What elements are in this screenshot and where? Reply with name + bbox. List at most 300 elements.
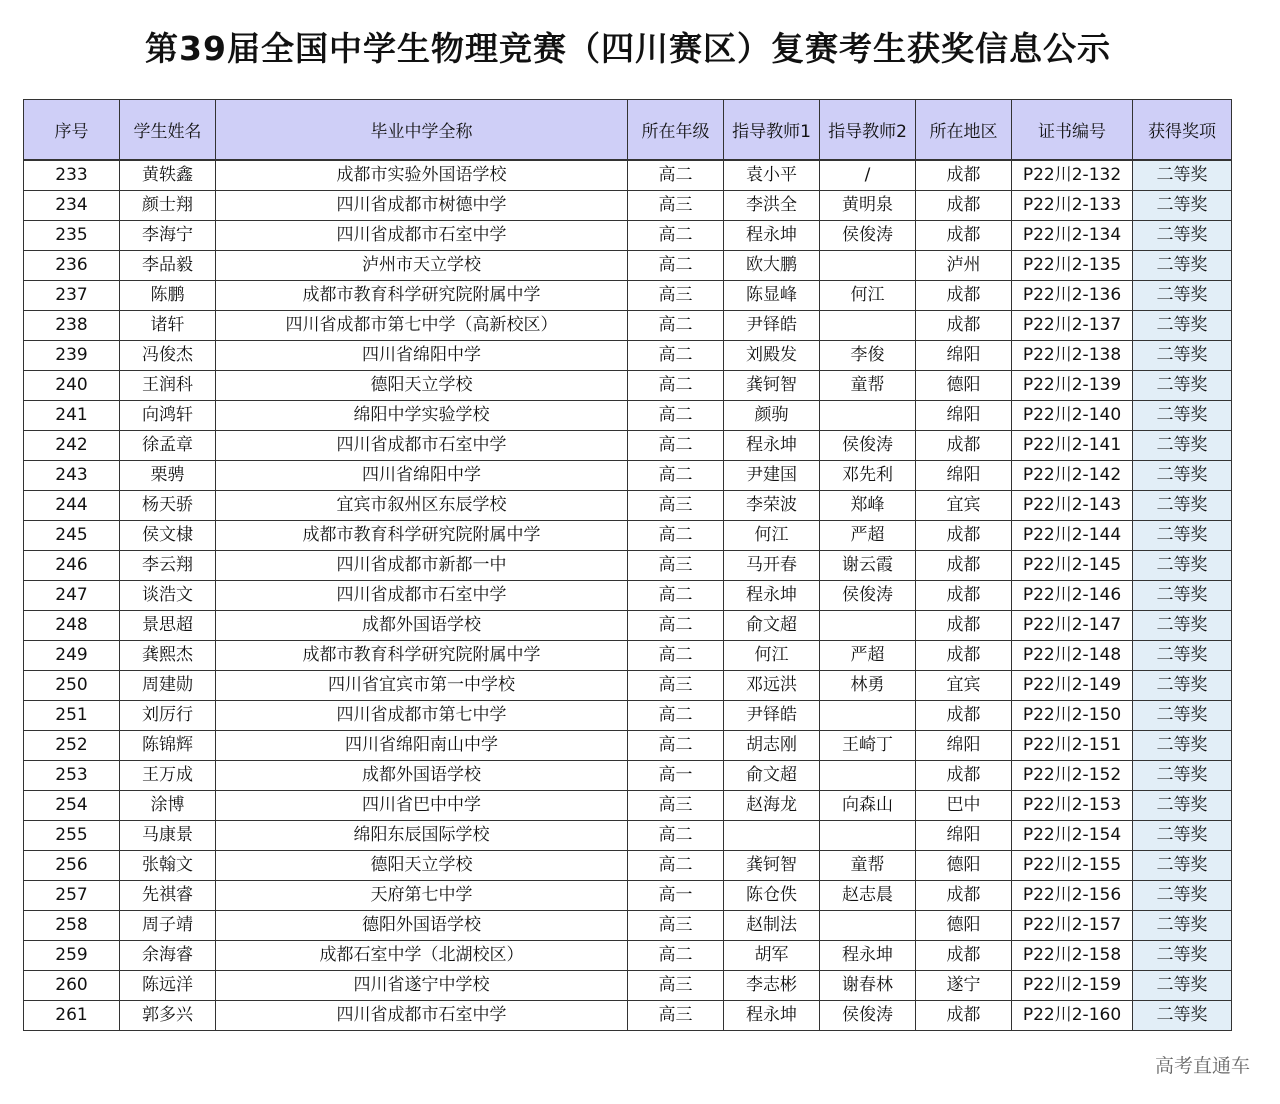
cell-student-name: 王万成 — [120, 761, 216, 791]
cell-grade: 高三 — [628, 791, 724, 821]
cell-index: 256 — [24, 851, 120, 881]
cell-index: 233 — [24, 160, 120, 191]
cell-teacher1: 俞文超 — [724, 611, 820, 641]
cell-region: 成都 — [916, 160, 1012, 191]
cell-teacher2 — [820, 611, 916, 641]
cell-student-name: 张翰文 — [120, 851, 216, 881]
cell-grade: 高二 — [628, 221, 724, 251]
cell-teacher2: 童帮 — [820, 851, 916, 881]
cell-school: 绵阳东辰国际学校 — [216, 821, 628, 851]
table-row — [24, 191, 1232, 221]
cell-region: 巴中 — [916, 791, 1012, 821]
cell-school: 四川省成都市第七中学 — [216, 701, 628, 731]
cell-school: 德阳天立学校 — [216, 371, 628, 401]
cell-award: 二等奖 — [1133, 881, 1232, 911]
cell-grade: 高二 — [628, 371, 724, 401]
cell-index: 255 — [24, 821, 120, 851]
cell-grade: 高二 — [628, 341, 724, 371]
award-table — [23, 99, 1232, 1031]
cell-region: 宜宾 — [916, 491, 1012, 521]
table-row — [24, 160, 1232, 191]
cell-award: 二等奖 — [1133, 461, 1232, 491]
cell-award: 二等奖 — [1133, 791, 1232, 821]
cell-teacher2: 童帮 — [820, 371, 916, 401]
table-row — [24, 911, 1232, 941]
table-row — [24, 251, 1232, 281]
cell-index: 236 — [24, 251, 120, 281]
table-row — [24, 731, 1232, 761]
cell-grade: 高一 — [628, 881, 724, 911]
cell-teacher2: 向森山 — [820, 791, 916, 821]
cell-index: 241 — [24, 401, 120, 431]
table-row — [24, 341, 1232, 371]
cell-teacher1: 袁小平 — [724, 160, 820, 191]
cell-grade: 高二 — [628, 581, 724, 611]
cell-teacher2 — [820, 701, 916, 731]
col-header-certificate: 证书编号 — [1012, 100, 1133, 161]
cell-certificate: P22川2-139 — [1012, 371, 1133, 401]
cell-teacher2 — [820, 401, 916, 431]
table-row — [24, 881, 1232, 911]
cell-certificate: P22川2-151 — [1012, 731, 1133, 761]
cell-index: 253 — [24, 761, 120, 791]
cell-school: 四川省遂宁中学校 — [216, 971, 628, 1001]
cell-region: 绵阳 — [916, 821, 1012, 851]
cell-school: 四川省成都市石室中学 — [216, 221, 628, 251]
col-header-region: 所在地区 — [916, 100, 1012, 161]
cell-teacher1: 程永坤 — [724, 1001, 820, 1031]
cell-certificate: P22川2-152 — [1012, 761, 1133, 791]
cell-certificate: P22川2-159 — [1012, 971, 1133, 1001]
cell-school: 四川省绵阳南山中学 — [216, 731, 628, 761]
table-row — [24, 581, 1232, 611]
cell-teacher2: 林勇 — [820, 671, 916, 701]
cell-teacher1: 胡志刚 — [724, 731, 820, 761]
cell-teacher1: 尹铎皓 — [724, 311, 820, 341]
cell-student-name: 徐孟章 — [120, 431, 216, 461]
cell-teacher1: 程永坤 — [724, 581, 820, 611]
cell-teacher1: 赵制法 — [724, 911, 820, 941]
cell-student-name: 谈浩文 — [120, 581, 216, 611]
cell-award: 二等奖 — [1133, 611, 1232, 641]
table-row — [24, 221, 1232, 251]
cell-index: 249 — [24, 641, 120, 671]
cell-award: 二等奖 — [1133, 521, 1232, 551]
cell-teacher1: 程永坤 — [724, 221, 820, 251]
table-row — [24, 431, 1232, 461]
col-header-index: 序号 — [24, 100, 120, 161]
table-row — [24, 281, 1232, 311]
col-header-school: 毕业中学全称 — [216, 100, 628, 161]
cell-grade: 高二 — [628, 611, 724, 641]
cell-grade: 高二 — [628, 160, 724, 191]
cell-index: 248 — [24, 611, 120, 641]
cell-teacher2: 严超 — [820, 641, 916, 671]
cell-grade: 高二 — [628, 851, 724, 881]
cell-certificate: P22川2-156 — [1012, 881, 1133, 911]
cell-certificate: P22川2-154 — [1012, 821, 1133, 851]
cell-teacher2: 侯俊涛 — [820, 221, 916, 251]
cell-student-name: 杨天骄 — [120, 491, 216, 521]
cell-student-name: 刘厉行 — [120, 701, 216, 731]
cell-certificate: P22川2-157 — [1012, 911, 1133, 941]
cell-region: 成都 — [916, 611, 1012, 641]
header-row — [24, 100, 1232, 161]
cell-index: 257 — [24, 881, 120, 911]
table-row — [24, 491, 1232, 521]
cell-teacher1: 邓远洪 — [724, 671, 820, 701]
cell-teacher1: 龚钶智 — [724, 371, 820, 401]
col-header-award: 获得奖项 — [1133, 100, 1232, 161]
cell-school: 成都市教育科学研究院附属中学 — [216, 641, 628, 671]
cell-region: 绵阳 — [916, 461, 1012, 491]
cell-certificate: P22川2-143 — [1012, 491, 1133, 521]
cell-certificate: P22川2-145 — [1012, 551, 1133, 581]
table-row — [24, 551, 1232, 581]
cell-certificate: P22川2-160 — [1012, 1001, 1133, 1031]
cell-certificate: P22川2-141 — [1012, 431, 1133, 461]
cell-region: 德阳 — [916, 851, 1012, 881]
cell-teacher2: / — [820, 160, 916, 191]
cell-award: 二等奖 — [1133, 581, 1232, 611]
cell-certificate: P22川2-153 — [1012, 791, 1133, 821]
cell-certificate: P22川2-150 — [1012, 701, 1133, 731]
cell-teacher1: 颜驹 — [724, 401, 820, 431]
cell-award: 二等奖 — [1133, 821, 1232, 851]
cell-teacher1: 陈仓佚 — [724, 881, 820, 911]
cell-award: 二等奖 — [1133, 221, 1232, 251]
cell-school: 宜宾市叙州区东辰学校 — [216, 491, 628, 521]
cell-award: 二等奖 — [1133, 851, 1232, 881]
cell-teacher1: 何江 — [724, 641, 820, 671]
cell-index: 258 — [24, 911, 120, 941]
cell-teacher1: 陈显峰 — [724, 281, 820, 311]
cell-teacher1: 赵海龙 — [724, 791, 820, 821]
cell-teacher2: 侯俊涛 — [820, 431, 916, 461]
cell-grade: 高三 — [628, 551, 724, 581]
cell-index: 235 — [24, 221, 120, 251]
cell-student-name: 陈锦辉 — [120, 731, 216, 761]
cell-school: 四川省成都市石室中学 — [216, 431, 628, 461]
cell-student-name: 颜士翔 — [120, 191, 216, 221]
table-row — [24, 971, 1232, 1001]
cell-region: 成都 — [916, 431, 1012, 461]
table-row — [24, 401, 1232, 431]
cell-certificate: P22川2-158 — [1012, 941, 1133, 971]
cell-teacher2 — [820, 761, 916, 791]
cell-student-name: 李海宁 — [120, 221, 216, 251]
cell-region: 宜宾 — [916, 671, 1012, 701]
cell-index: 237 — [24, 281, 120, 311]
cell-index: 234 — [24, 191, 120, 221]
cell-teacher2: 李俊 — [820, 341, 916, 371]
cell-award: 二等奖 — [1133, 551, 1232, 581]
cell-student-name: 周建勋 — [120, 671, 216, 701]
cell-index: 259 — [24, 941, 120, 971]
cell-index: 252 — [24, 731, 120, 761]
cell-grade: 高二 — [628, 731, 724, 761]
cell-certificate: P22川2-133 — [1012, 191, 1133, 221]
cell-teacher2: 邓先利 — [820, 461, 916, 491]
cell-certificate: P22川2-146 — [1012, 581, 1133, 611]
cell-award: 二等奖 — [1133, 671, 1232, 701]
cell-school: 四川省成都市第七中学（高新校区） — [216, 311, 628, 341]
cell-school: 泸州市天立学校 — [216, 251, 628, 281]
cell-certificate: P22川2-144 — [1012, 521, 1133, 551]
cell-region: 成都 — [916, 701, 1012, 731]
cell-grade: 高二 — [628, 461, 724, 491]
cell-award: 二等奖 — [1133, 761, 1232, 791]
cell-index: 240 — [24, 371, 120, 401]
cell-index: 261 — [24, 1001, 120, 1031]
cell-teacher2 — [820, 311, 916, 341]
cell-teacher2: 郑峰 — [820, 491, 916, 521]
cell-certificate: P22川2-148 — [1012, 641, 1133, 671]
cell-award: 二等奖 — [1133, 251, 1232, 281]
cell-student-name: 黄轶鑫 — [120, 160, 216, 191]
cell-teacher1: 马开春 — [724, 551, 820, 581]
cell-grade: 高一 — [628, 761, 724, 791]
cell-student-name: 李品毅 — [120, 251, 216, 281]
cell-grade: 高二 — [628, 941, 724, 971]
cell-certificate: P22川2-136 — [1012, 281, 1133, 311]
cell-certificate: P22川2-149 — [1012, 671, 1133, 701]
cell-grade: 高三 — [628, 911, 724, 941]
cell-student-name: 向鸿轩 — [120, 401, 216, 431]
cell-teacher1: 李志彬 — [724, 971, 820, 1001]
cell-award: 二等奖 — [1133, 941, 1232, 971]
col-header-grade: 所在年级 — [628, 100, 724, 161]
cell-teacher1: 刘殿发 — [724, 341, 820, 371]
cell-index: 245 — [24, 521, 120, 551]
cell-region: 成都 — [916, 281, 1012, 311]
cell-teacher1 — [724, 821, 820, 851]
cell-student-name: 陈鹏 — [120, 281, 216, 311]
cell-grade: 高三 — [628, 1001, 724, 1031]
cell-grade: 高二 — [628, 521, 724, 551]
cell-index: 246 — [24, 551, 120, 581]
table-row — [24, 521, 1232, 551]
cell-region: 成都 — [916, 191, 1012, 221]
cell-teacher1: 李洪全 — [724, 191, 820, 221]
cell-region: 成都 — [916, 941, 1012, 971]
cell-region: 成都 — [916, 641, 1012, 671]
cell-school: 四川省成都市树德中学 — [216, 191, 628, 221]
cell-school: 成都外国语学校 — [216, 761, 628, 791]
cell-teacher1: 胡军 — [724, 941, 820, 971]
cell-grade: 高二 — [628, 641, 724, 671]
cell-student-name: 余海睿 — [120, 941, 216, 971]
cell-teacher2: 谢春林 — [820, 971, 916, 1001]
cell-certificate: P22川2-155 — [1012, 851, 1133, 881]
cell-school: 德阳天立学校 — [216, 851, 628, 881]
cell-grade: 高二 — [628, 821, 724, 851]
cell-teacher2: 王崎丁 — [820, 731, 916, 761]
cell-teacher1: 龚钶智 — [724, 851, 820, 881]
cell-teacher2: 严超 — [820, 521, 916, 551]
cell-certificate: P22川2-134 — [1012, 221, 1133, 251]
cell-region: 成都 — [916, 1001, 1012, 1031]
table-row — [24, 851, 1232, 881]
cell-region: 德阳 — [916, 911, 1012, 941]
cell-teacher1: 俞文超 — [724, 761, 820, 791]
cell-grade: 高二 — [628, 401, 724, 431]
cell-region: 成都 — [916, 881, 1012, 911]
cell-grade: 高三 — [628, 491, 724, 521]
cell-school: 成都石室中学（北湖校区） — [216, 941, 628, 971]
cell-student-name: 栗骋 — [120, 461, 216, 491]
cell-student-name: 冯俊杰 — [120, 341, 216, 371]
cell-award: 二等奖 — [1133, 311, 1232, 341]
cell-award: 二等奖 — [1133, 281, 1232, 311]
cell-teacher2 — [820, 251, 916, 281]
table-row — [24, 371, 1232, 401]
cell-certificate: P22川2-135 — [1012, 251, 1133, 281]
cell-school: 成都市教育科学研究院附属中学 — [216, 281, 628, 311]
cell-index: 239 — [24, 341, 120, 371]
cell-student-name: 侯文棣 — [120, 521, 216, 551]
cell-grade: 高二 — [628, 431, 724, 461]
cell-student-name: 周子靖 — [120, 911, 216, 941]
cell-award: 二等奖 — [1133, 431, 1232, 461]
cell-teacher2 — [820, 821, 916, 851]
cell-award: 二等奖 — [1133, 701, 1232, 731]
cell-school: 四川省宜宾市第一中学校 — [216, 671, 628, 701]
cell-award: 二等奖 — [1133, 641, 1232, 671]
cell-school: 绵阳中学实验学校 — [216, 401, 628, 431]
cell-grade: 高三 — [628, 281, 724, 311]
cell-certificate: P22川2-147 — [1012, 611, 1133, 641]
table-row — [24, 701, 1232, 731]
cell-certificate: P22川2-140 — [1012, 401, 1133, 431]
cell-teacher2: 侯俊涛 — [820, 581, 916, 611]
table-row — [24, 1001, 1232, 1031]
cell-grade: 高三 — [628, 971, 724, 1001]
cell-grade: 高三 — [628, 191, 724, 221]
table-row — [24, 671, 1232, 701]
cell-region: 成都 — [916, 761, 1012, 791]
cell-region: 成都 — [916, 521, 1012, 551]
cell-region: 绵阳 — [916, 341, 1012, 371]
cell-school: 四川省成都市石室中学 — [216, 1001, 628, 1031]
table-row — [24, 941, 1232, 971]
cell-school: 四川省成都市新都一中 — [216, 551, 628, 581]
cell-region: 成都 — [916, 221, 1012, 251]
cell-award: 二等奖 — [1133, 491, 1232, 521]
cell-index: 244 — [24, 491, 120, 521]
table-row — [24, 461, 1232, 491]
cell-student-name: 王润科 — [120, 371, 216, 401]
cell-school: 德阳外国语学校 — [216, 911, 628, 941]
cell-award: 二等奖 — [1133, 341, 1232, 371]
cell-teacher1: 李荣波 — [724, 491, 820, 521]
cell-teacher2: 赵志晨 — [820, 881, 916, 911]
cell-school: 四川省绵阳中学 — [216, 341, 628, 371]
cell-teacher2: 何江 — [820, 281, 916, 311]
cell-grade: 高三 — [628, 671, 724, 701]
cell-student-name: 李云翔 — [120, 551, 216, 581]
cell-region: 泸州 — [916, 251, 1012, 281]
cell-student-name: 诸轩 — [120, 311, 216, 341]
cell-student-name: 先祺睿 — [120, 881, 216, 911]
cell-student-name: 郭多兴 — [120, 1001, 216, 1031]
cell-index: 260 — [24, 971, 120, 1001]
cell-teacher2 — [820, 911, 916, 941]
cell-award: 二等奖 — [1133, 401, 1232, 431]
cell-region: 成都 — [916, 311, 1012, 341]
cell-teacher1: 何江 — [724, 521, 820, 551]
cell-teacher2: 程永坤 — [820, 941, 916, 971]
table-row — [24, 641, 1232, 671]
cell-teacher2: 谢云霞 — [820, 551, 916, 581]
cell-region: 德阳 — [916, 371, 1012, 401]
cell-index: 247 — [24, 581, 120, 611]
cell-index: 242 — [24, 431, 120, 461]
table-row — [24, 611, 1232, 641]
cell-school: 成都市教育科学研究院附属中学 — [216, 521, 628, 551]
cell-grade: 高二 — [628, 701, 724, 731]
cell-student-name: 景思超 — [120, 611, 216, 641]
col-header-teacher2: 指导教师2 — [820, 100, 916, 161]
cell-region: 绵阳 — [916, 731, 1012, 761]
table-row — [24, 761, 1232, 791]
cell-region: 绵阳 — [916, 401, 1012, 431]
cell-region: 遂宁 — [916, 971, 1012, 1001]
cell-award: 二等奖 — [1133, 191, 1232, 221]
cell-school: 成都外国语学校 — [216, 611, 628, 641]
cell-student-name: 马康景 — [120, 821, 216, 851]
cell-award: 二等奖 — [1133, 160, 1232, 191]
cell-index: 254 — [24, 791, 120, 821]
cell-certificate: P22川2-138 — [1012, 341, 1133, 371]
cell-school: 四川省巴中中学 — [216, 791, 628, 821]
cell-student-name: 陈远洋 — [120, 971, 216, 1001]
cell-certificate: P22川2-137 — [1012, 311, 1133, 341]
table-row — [24, 311, 1232, 341]
table-row — [24, 821, 1232, 851]
cell-award: 二等奖 — [1133, 371, 1232, 401]
cell-school: 四川省绵阳中学 — [216, 461, 628, 491]
cell-index: 251 — [24, 701, 120, 731]
cell-grade: 高二 — [628, 311, 724, 341]
cell-index: 238 — [24, 311, 120, 341]
table-row — [24, 791, 1232, 821]
cell-certificate: P22川2-132 — [1012, 160, 1133, 191]
cell-teacher1: 欧大鹏 — [724, 251, 820, 281]
table-body — [24, 160, 1232, 1031]
cell-award: 二等奖 — [1133, 731, 1232, 761]
cell-grade: 高二 — [628, 251, 724, 281]
cell-index: 243 — [24, 461, 120, 491]
col-header-teacher1: 指导教师1 — [724, 100, 820, 161]
cell-region: 成都 — [916, 551, 1012, 581]
cell-teacher2: 侯俊涛 — [820, 1001, 916, 1031]
cell-certificate: P22川2-142 — [1012, 461, 1133, 491]
cell-student-name: 龚熙杰 — [120, 641, 216, 671]
cell-teacher1: 程永坤 — [724, 431, 820, 461]
cell-award: 二等奖 — [1133, 971, 1232, 1001]
cell-school: 天府第七中学 — [216, 881, 628, 911]
cell-teacher2: 黄明泉 — [820, 191, 916, 221]
cell-region: 成都 — [916, 581, 1012, 611]
cell-teacher1: 尹铎皓 — [724, 701, 820, 731]
cell-index: 250 — [24, 671, 120, 701]
cell-teacher1: 尹建国 — [724, 461, 820, 491]
footer-credit: 高考直通车 — [1154, 1055, 1250, 1077]
cell-award: 二等奖 — [1133, 911, 1232, 941]
page-title: 第39届全国中学生物理竞赛（四川赛区）复赛考生获奖信息公示 — [145, 29, 1111, 68]
cell-award: 二等奖 — [1133, 1001, 1232, 1031]
